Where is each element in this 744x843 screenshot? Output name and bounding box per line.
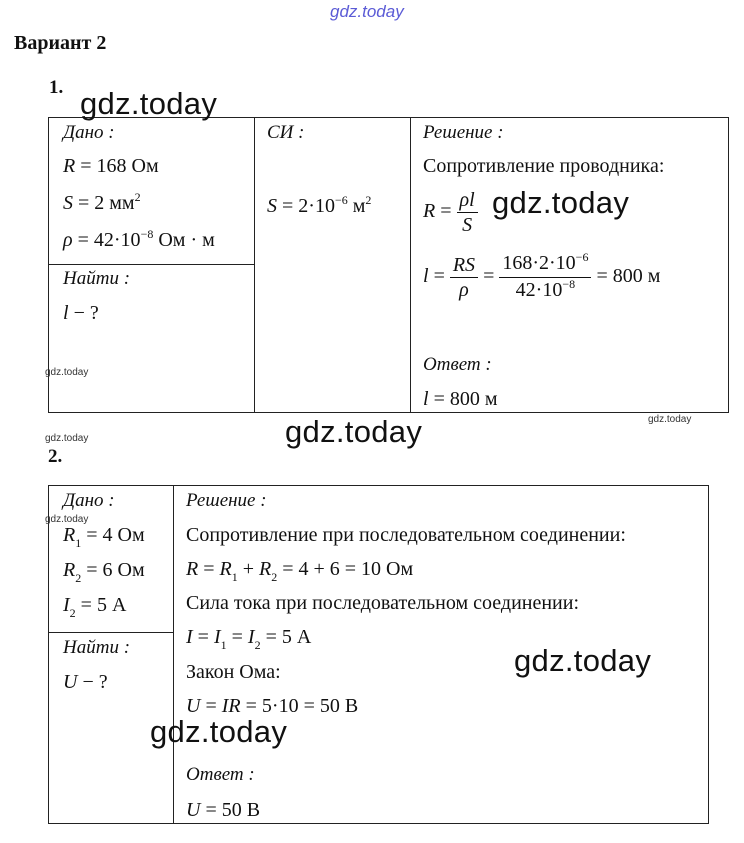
formula-total-resistance: $R = R_1 + R_2 = 4 + 6 = 10$ Ом [186,558,414,584]
answer-value: l = 800 м [423,388,498,410]
formula-ohm-law: U = IR = 5·10 = 50 В [186,695,359,717]
solution-text: Сопротивление проводника: [423,155,665,177]
watermark: gdz.today [45,514,89,525]
answer-label: Ответ : [186,764,255,785]
watermark: gdz.today [80,86,218,121]
find-label: Найти : [63,268,131,289]
watermark: gdz.today [285,414,423,449]
solution-label: Решение : [186,490,267,511]
problem-1-table [48,117,729,413]
solution-text: Сопротивление при последовательном соединении: [186,524,626,546]
si-label: СИ : [267,122,305,143]
given-label: Дано : [63,122,115,143]
watermark: gdz.today [492,185,630,220]
find-label: Найти : [63,637,131,658]
formula-length: l = $\frac{RS}{\rho}$ = $\frac{168\cdot 2\cdot 10^{-6}}{42\cdot 10^{-8}}$ = 800 м [423,250,661,301]
watermark: gdz.today [45,367,89,378]
watermark: gdz.today [45,433,89,444]
solution-text: Закон Ома: [186,661,281,683]
answer-value: U = 50 В [186,799,261,821]
given-r1: $R_1 = 4$ Ом [63,524,145,550]
table-divider [49,264,254,265]
given-label: Дано : [63,490,115,511]
formula-resistance: R = $\frac{\rho l}{S}$ [423,190,478,235]
problem-2-number: 2. [48,446,63,467]
given-i2: $I_2 = 5$ А [63,594,127,620]
watermark: gdz.today [514,643,652,678]
table-divider [173,486,174,823]
variant-title: Вариант 2 [14,32,107,54]
given-resistance: R = 168 Ом [63,155,159,177]
given-area: S = 2 $мм^2$ [63,190,141,214]
answer-label: Ответ : [423,354,492,375]
given-resistivity: $\rho = 42\cdot 10^{-8}$ Ом · м [63,227,215,251]
given-r2: $R_2 = 6$ Ом [63,559,145,585]
find-length: l − ? [63,302,99,324]
watermark: gdz.today [648,414,692,425]
table-divider [254,118,255,412]
solution-text: Сила тока при последовательном соединении: [186,592,580,614]
table-divider [49,632,173,633]
solution-label: Решение : [423,122,504,143]
problem-1-number: 1. [49,77,64,98]
table-divider [410,118,411,412]
si-area: $S = 2\cdot 10^{-6}$ $м^2$ [267,193,372,217]
find-voltage: U − ? [63,671,108,693]
watermark: gdz.today [150,714,288,749]
formula-current: $I = I_1 = I_2 = 5$ А [186,626,312,652]
watermark-top: gdz.today [330,2,404,21]
